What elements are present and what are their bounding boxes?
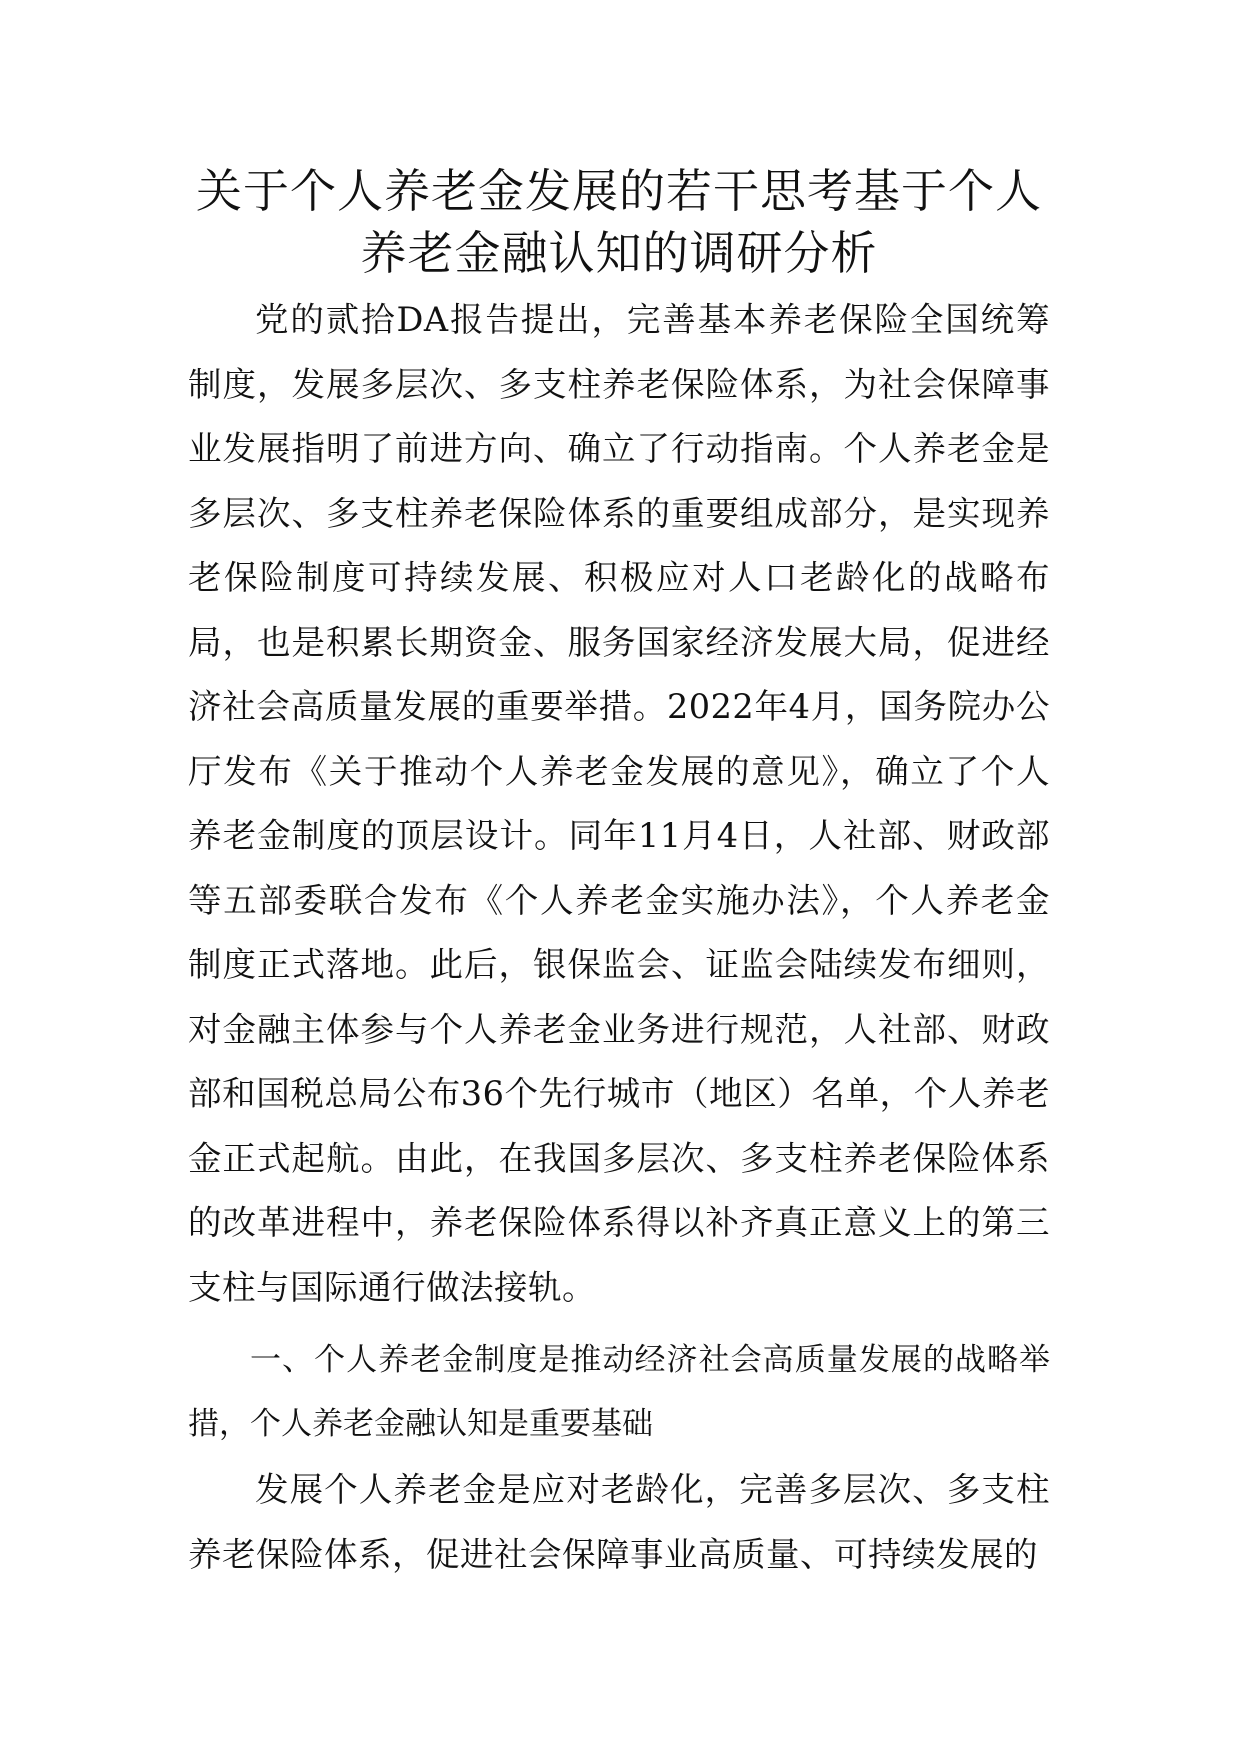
body-paragraph-1: 党的贰拾DA报告提出，完善基本养老保险全国统筹制度，发展多层次、多支柱养老保险体系，为社会保障事业发展指明了前进方向、确立了行动指南。个人养老金是多层次、多支柱养老保险体系的重要组成部分，是实现养老保险制度可持续发展、积极应对人口老龄化的战略布局，也是积累长期资金、服务国家经济发展大局，促进经济社会高质量发展的重要举措。2022年4月，国务院办公厅发布《关于推动个人养老金发展的意见》，确立了个人养老金制度的顶层设计。同年11月4日，人社部、财政部等五部委联合发布《个人养老金实施办法》，个人养老金制度正式落地。此后，银保监会、证监会陆续发布细则，对金融主体参与个人养老金业务进行规范，人社部、财政部和国税总局公布36个先行城市（地区）名单，个人养老金正式起航。由此，在我国多层次、多支柱养老保险体系的改革进程中，养老保险体系得以补齐真正意义上的第三支柱与国际通行做法接轨。	[188, 300, 1050, 1307]
document-title	[188, 160, 1050, 284]
title-line-2: 养老金融认知的调研分析	[360, 226, 878, 280]
body-paragraph-2: 发展个人养老金是应对老龄化，完善多层次、多支柱养老保险体系，促进社会保障事业高质量、可持续发展的	[188, 1470, 1050, 1574]
title-line-1: 关于个人养老金发展的若干思考基于个人	[196, 164, 1042, 218]
section-heading-1: 一、个人养老金制度是推动经济社会高质量发展的战略举措，个人养老金融认知是重要基础	[188, 1342, 1050, 1442]
